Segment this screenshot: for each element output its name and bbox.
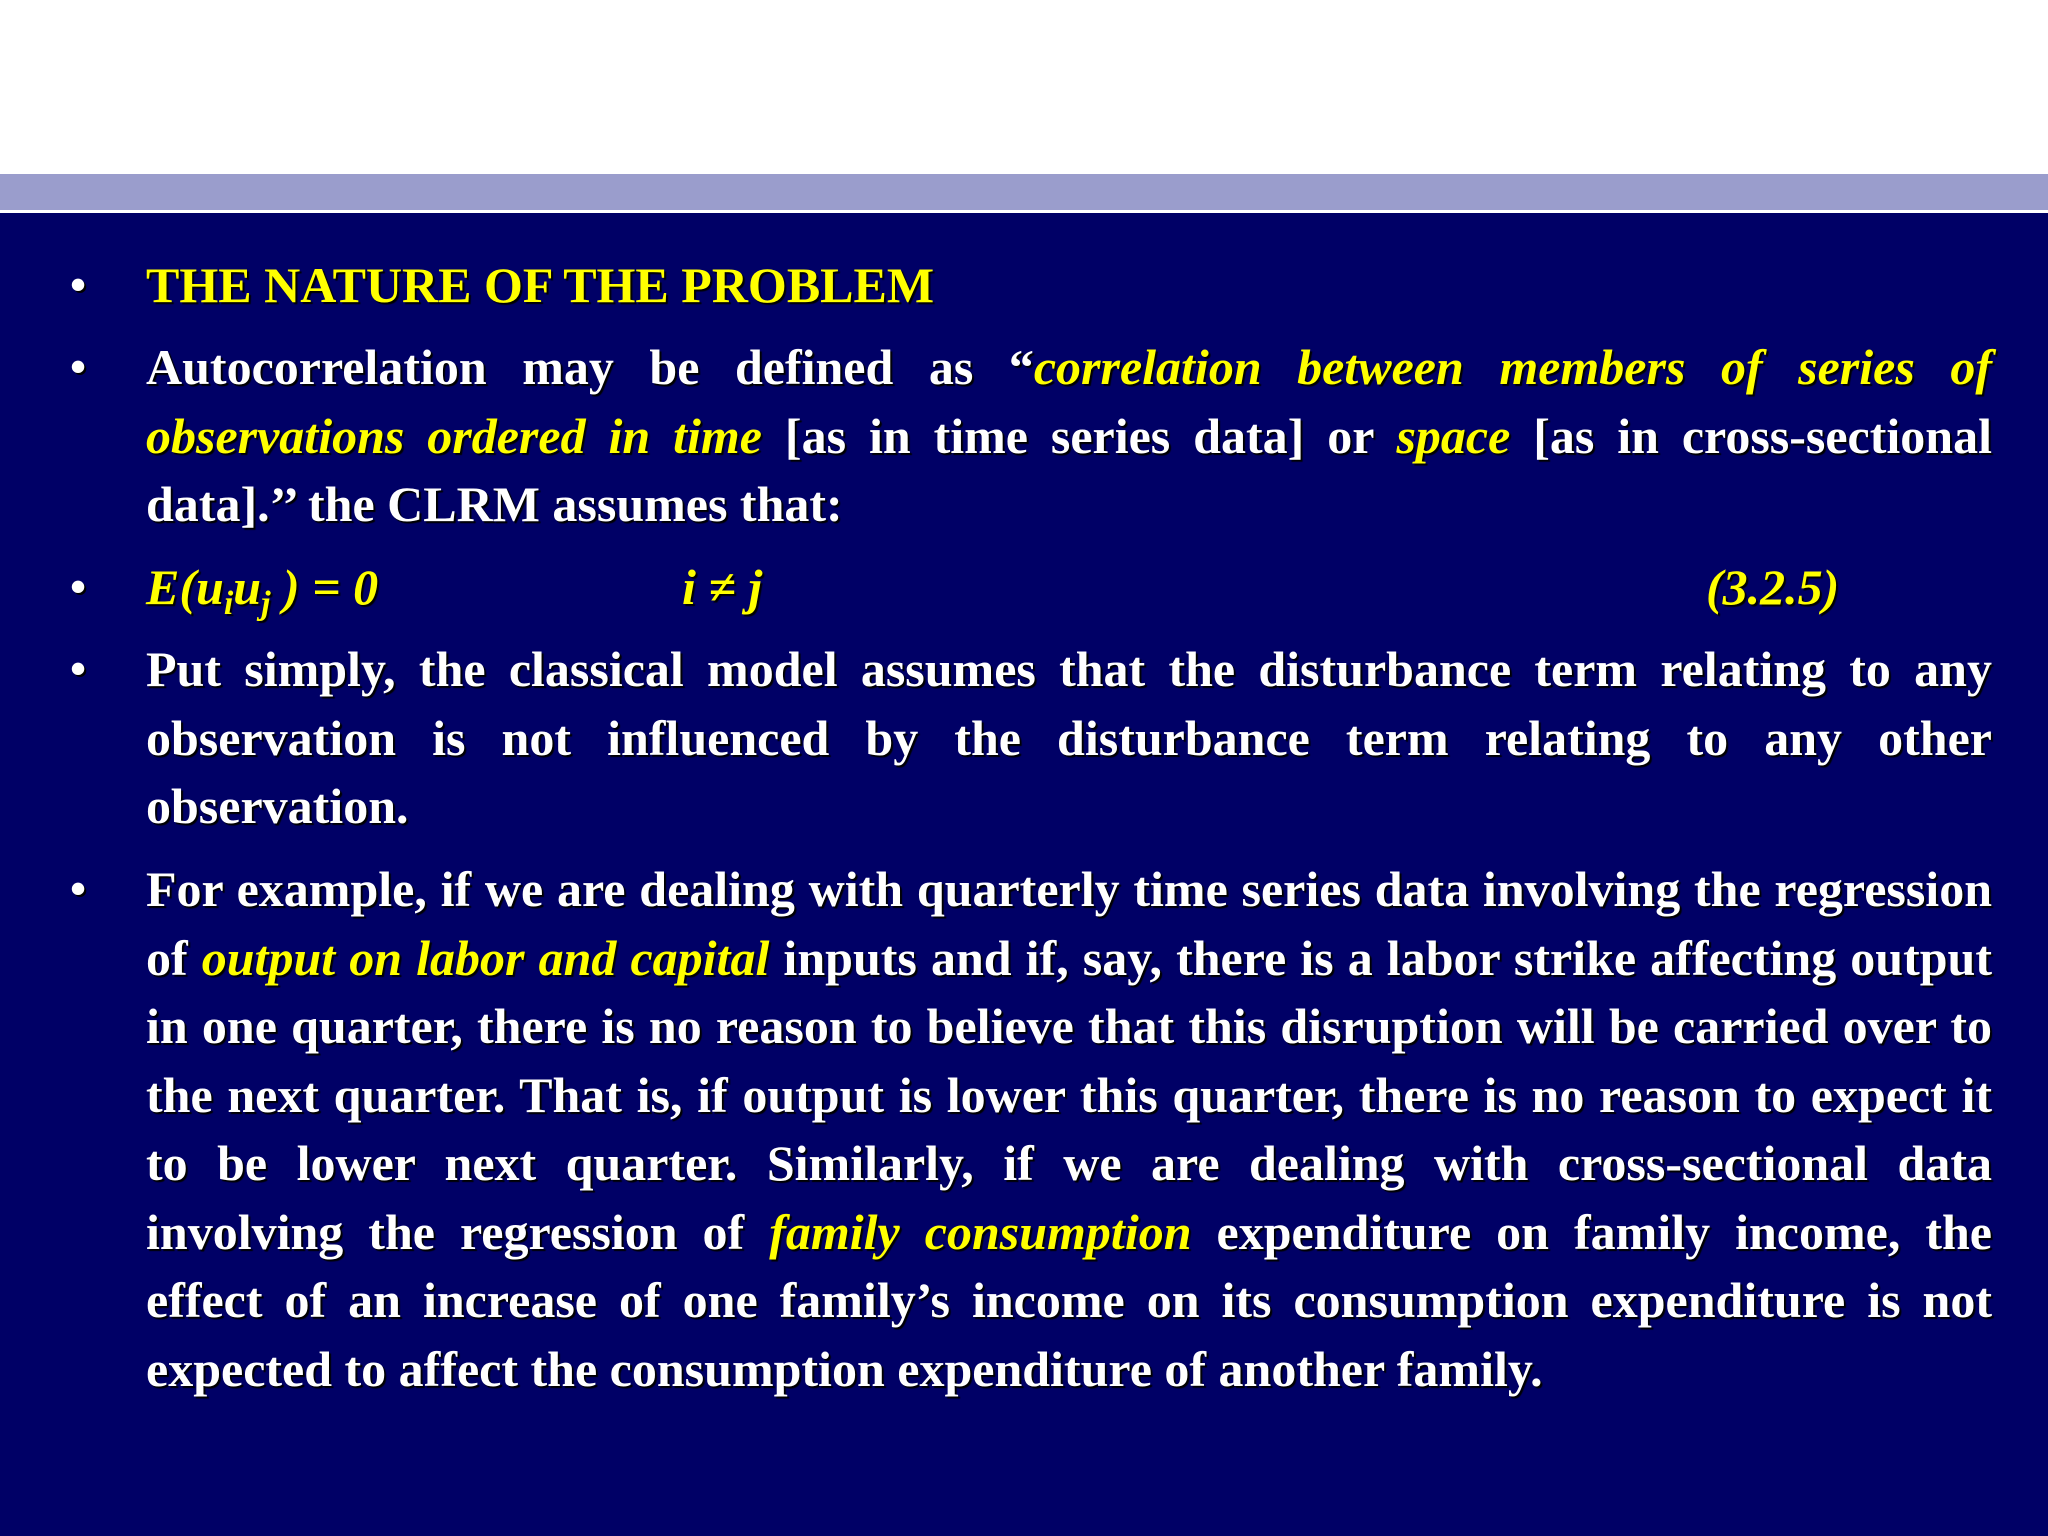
slide-title-area [0,0,2048,174]
bullet-icon: • [70,561,87,612]
definition-text-3: [as in cross-sectional data].’’ the CLRM assumes that: [146,407,1992,532]
bullet-icon: • [70,643,87,694]
example-emphasis-2: family consumption [769,1203,1192,1260]
example-paragraph [146,855,1992,1403]
definition-text-1: Autocorrelation may be defined as “ [146,339,1034,395]
bullet-icon: • [70,259,87,310]
bullet-icon: • [70,863,87,914]
formula-expression: $E(u_iu_j$ ) = 0 [146,559,379,622]
definition-emphasis-1: correlation between members of series of observations ordered in time [146,339,1992,464]
explanation-paragraph: Put simply, the classical model assumes that the disturbance term relating to any observation is not influenced by the disturbance term relating to any other observation. [146,641,1992,834]
equation-number: (3.2.5) [1706,559,1840,615]
definition-paragraph [146,333,1992,539]
bullet-icon: • [70,341,87,392]
example-text-1: For example, if we are dealing with quarterly time series data involving the regression of [146,861,1992,986]
example-emphasis-1: output on labor and capital [201,929,770,986]
formula-row [146,553,1992,621]
definition-emphasis-2: space [1396,407,1511,464]
accent-bar [0,174,2048,210]
example-text-3: expenditure on family income, the effect of an increase of one family’s income on its consumption expenditure is not expected to affect the consumption expenditure of another family. [146,1203,1993,1397]
section-heading: THE NATURE OF THE PROBLEM [146,257,935,313]
slide-body [0,213,2048,1536]
definition-text-2: [as in time series data] or [762,407,1397,464]
example-text-2: inputs and if, say, there is a labor strike affecting output in one quarter, there is no reason to believe that this disruption will be carried over to the next quarter. That is, if output is lower this quarter, there is no reason to expect it to be lower next quarter. Similarly, if we are dealing with cross-sectional data involving the regression of [146,929,1993,1260]
formula-condition: i ≠ j [682,559,763,615]
